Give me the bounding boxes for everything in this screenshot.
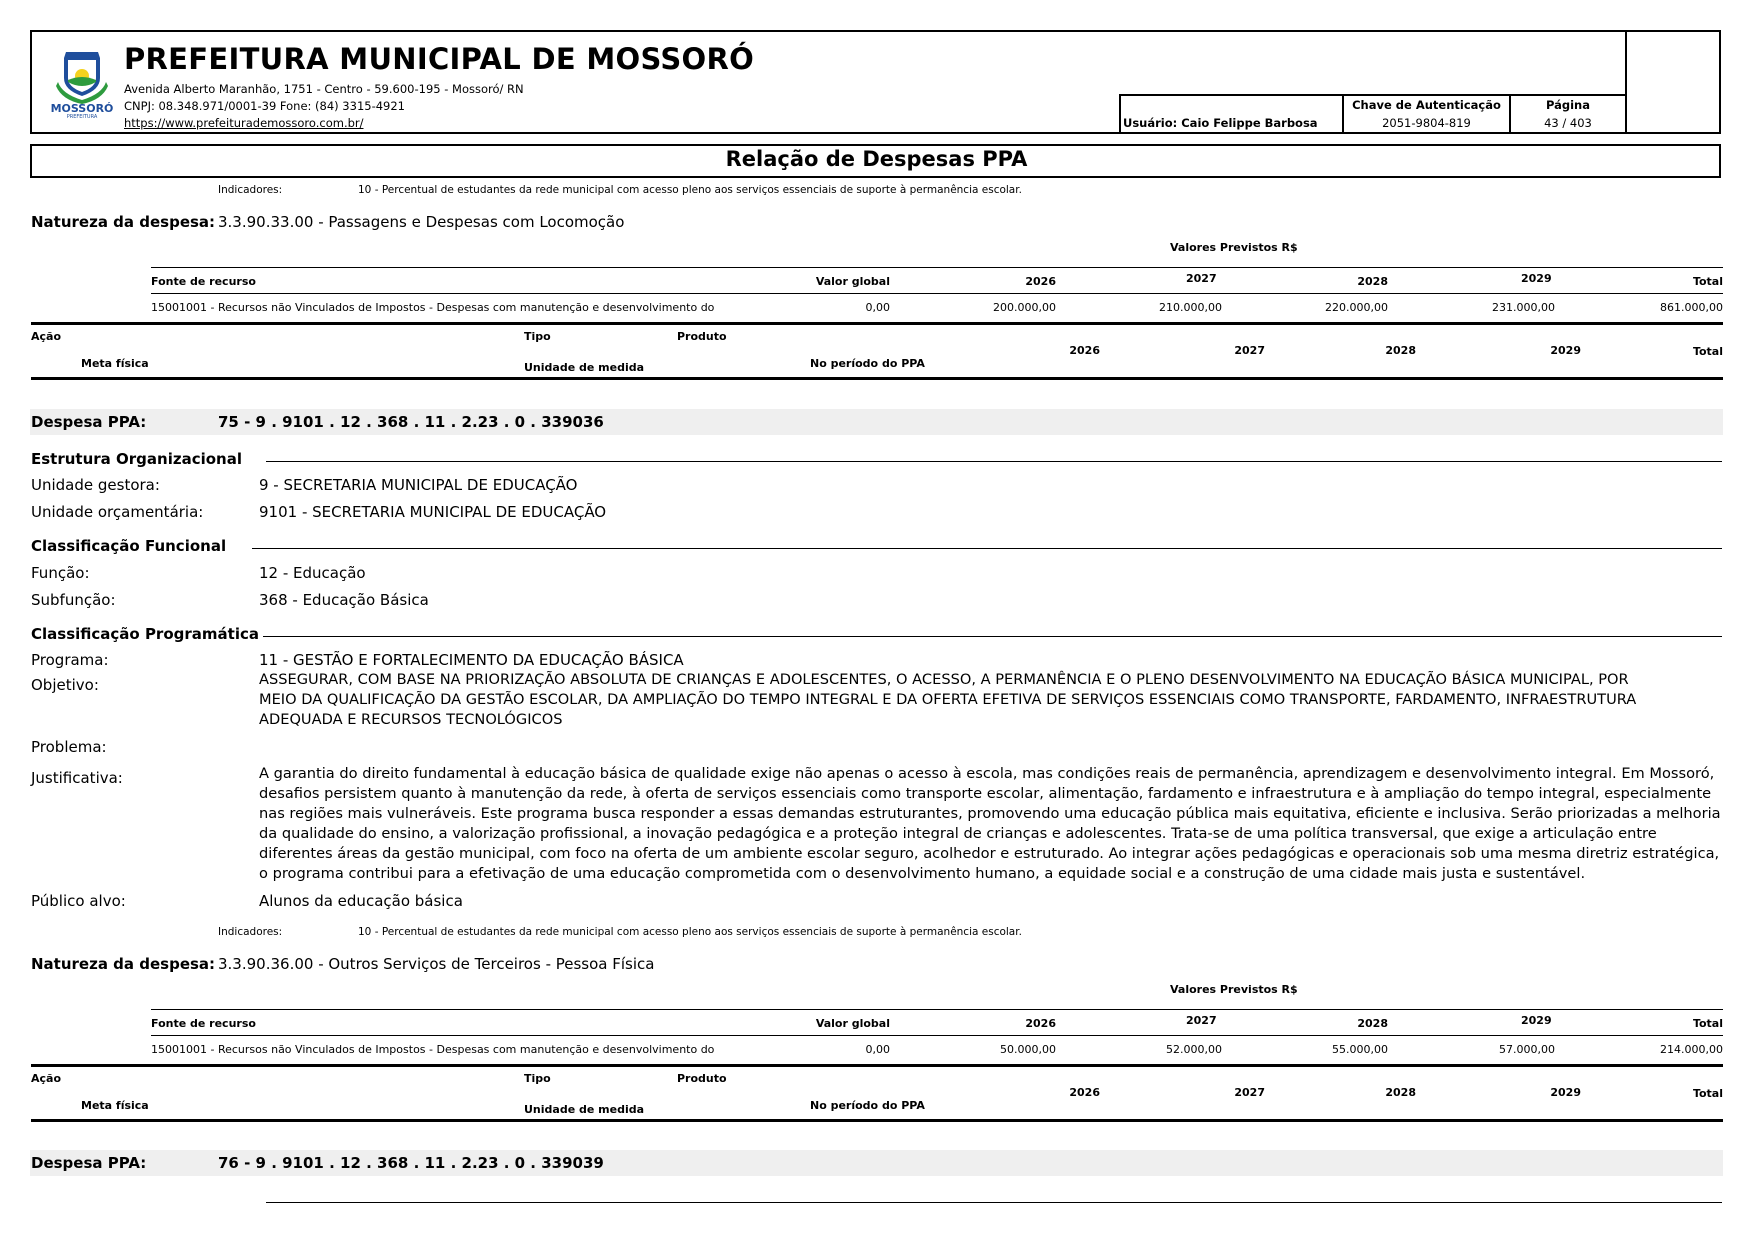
indicadores-value: 10 - Percentual de estudantes da rede municipal com acesso pleno aos serviços essenciais de suporte à permanência escolar. [358, 926, 1022, 938]
col-2028: 2028 [1357, 275, 1388, 288]
col-2029: 2029 [1521, 272, 1552, 285]
subfuncao-label: Subfunção: [31, 591, 116, 609]
cell-2029: 57.000,00 [1499, 1043, 1555, 1056]
unidade-header: Unidade de medida [524, 1103, 645, 1116]
despesa-ppa-label: Despesa PPA: [31, 413, 147, 431]
despesa-ppa-value: 75 - 9 . 9101 . 12 . 368 . 11 . 2.23 . 0 . 339036 [218, 413, 604, 431]
unidade-gestora-label: Unidade gestora: [31, 476, 160, 494]
org-website-link[interactable]: https://www.prefeiturademossoro.com.br/ [124, 116, 364, 130]
funcao-label: Função: [31, 564, 90, 582]
meta-2027-header: 2027 [1234, 344, 1265, 357]
cell-2028: 220.000,00 [1325, 301, 1388, 314]
report-title: Relação de Despesas PPA [725, 147, 1028, 171]
natureza-value: 3.3.90.36.00 - Outros Serviços de Terceiros - Pessoa Física [218, 955, 655, 973]
auth-key-label: Chave de Autenticação [1352, 98, 1501, 112]
objetivo-line: ASSEGURAR, COM BASE NA PRIORIZAÇÃO ABSOLUTA DE CRIANÇAS E ADOLESCENTES, O ACESSO, A PERMANÊNCIA E O PLENO DESENVOLVIMENTO NA EDUCAÇÃO BÁSICA MUNICIPAL, POR [259, 671, 1629, 688]
cell-fonte: 15001001 - Recursos não Vinculados de Impostos - Despesas com manutenção e desenvolvimento do [151, 1043, 715, 1056]
divider [151, 1035, 1723, 1036]
objetivo-line: MEIO DA QUALIFICAÇÃO DA GESTÃO ESCOLAR, DA AMPLIAÇÃO DO TEMPO INTEGRAL E DA OFERTA EFETIVA DE SERVIÇOS ESSENCIAIS COMO TRANSPORTE, FARDAMENTO, INFRAESTRUTURA [259, 691, 1637, 708]
meta-total-header: Total [1692, 345, 1723, 358]
cell-valor-global: 0,00 [865, 1043, 890, 1056]
justificativa-line: nas regiões mais vulneráveis. Este programa busca responder a essas demandas estruturantes, promovendo uma educação pública mais equitativa, eficiente e inclusiva. Serão priorizadas a melhoria [259, 805, 1721, 822]
col-2028: 2028 [1357, 1017, 1388, 1030]
auth-key-value: 2051-9804-819 [1382, 116, 1471, 130]
divider [31, 322, 1723, 325]
col-fonte: Fonte de recurso [151, 275, 256, 288]
funcional-title: Classificação Funcional [31, 537, 227, 555]
tipo-header: Tipo [524, 1072, 551, 1085]
org-contact: CNPJ: 08.348.971/0001-39 Fone: (84) 3315-4921 [124, 99, 405, 113]
justificativa-line: A garantia do direito fundamental à educação básica de qualidade exige não apenas o acesso à escola, mas condições reais de permanência, aprendizagem e desenvolvimento integral. Em Mossoró, [259, 765, 1715, 782]
col-valor-global: Valor global [815, 1017, 890, 1030]
produto-header: Produto [677, 330, 727, 343]
col-total: Total [1692, 1017, 1723, 1030]
col-2026: 2026 [1025, 275, 1056, 288]
meta-2026-header: 2026 [1069, 344, 1100, 357]
unidade-gestora-value: 9 - SECRETARIA MUNICIPAL DE EDUCAÇÃO [259, 476, 578, 494]
justificativa-label: Justificativa: [31, 769, 123, 787]
objetivo-line: ADEQUADA E RECURSOS TECNOLÓGICOS [259, 711, 563, 728]
divider [151, 267, 1723, 268]
divider [252, 548, 1722, 549]
meta-2029-header: 2029 [1550, 1086, 1581, 1099]
svg-text:PREFEITURA: PREFEITURA [66, 114, 98, 118]
valores-previstos-label: Valores Previstos R$ [1170, 983, 1298, 996]
divider [31, 377, 1723, 380]
unidade-orcamentaria-label: Unidade orçamentária: [31, 503, 204, 521]
meta-fisica-header: Meta física [81, 1099, 149, 1112]
acao-header: Ação [31, 1072, 62, 1085]
justificativa-line: diferentes áreas da gestão municipal, com foco na oferta de um ambiente escolar seguro, acolhedor e estruturado. Ao integrar ações pedagógicas e operacionais sob uma mesma diretriz estratégica, [259, 845, 1720, 862]
cell-2027: 210.000,00 [1159, 301, 1222, 314]
page-value: 43 / 403 [1544, 116, 1592, 130]
justificativa-line: desafios persistem quanto à manutenção da rede, à oferta de serviços essenciais como transporte escolar, alimentação, fardamento e infraestrutura e à ampliação do tempo integral, especialmente [259, 785, 1712, 802]
produto-header: Produto [677, 1072, 727, 1085]
org-title: PREFEITURA MUNICIPAL DE MOSSORÓ [124, 42, 755, 76]
meta-2026-header: 2026 [1069, 1086, 1100, 1099]
page-label: Página [1545, 98, 1590, 112]
meta-fisica-header: Meta física [81, 357, 149, 370]
cell-2028: 55.000,00 [1332, 1043, 1388, 1056]
meta-2028-header: 2028 [1385, 344, 1416, 357]
col-2026: 2026 [1025, 1017, 1056, 1030]
cell-2026: 50.000,00 [1000, 1043, 1056, 1056]
divider [31, 1064, 1723, 1067]
meta-2027-header: 2027 [1234, 1086, 1265, 1099]
programa-value: 11 - GESTÃO E FORTALECIMENTO DA EDUCAÇÃO BÁSICA [259, 651, 684, 669]
despesa-ppa-value: 76 - 9 . 9101 . 12 . 368 . 11 . 2.23 . 0 . 339039 [218, 1154, 604, 1172]
cell-total: 214.000,00 [1660, 1043, 1723, 1056]
problema-label: Problema: [31, 738, 107, 756]
justificativa-line: o programa contribui para a efetivação de uma educação comprometida com o desenvolvimento humano, a equidade social e a construção de uma cidade mais justa e sustentável. [259, 865, 1586, 882]
programatica-title: Classificação Programática [31, 625, 259, 643]
divider [151, 1009, 1723, 1010]
col-2027: 2027 [1186, 272, 1217, 285]
cell-2026: 200.000,00 [993, 301, 1056, 314]
user-label: Usuário: Caio Felippe Barbosa [1123, 116, 1318, 130]
acao-header: Ação [31, 330, 62, 343]
estrutura-title: Estrutura Organizacional [31, 450, 242, 468]
periodo-header: No período do PPA [810, 357, 925, 370]
publico-alvo-label: Público alvo: [31, 892, 126, 910]
cell-total: 861.000,00 [1660, 301, 1723, 314]
natureza-value: 3.3.90.33.00 - Passagens e Despesas com Locomoção [218, 213, 625, 231]
col-total: Total [1692, 275, 1723, 288]
divider [151, 293, 1723, 294]
col-2029: 2029 [1521, 1014, 1552, 1027]
divider [31, 1119, 1723, 1122]
divider [263, 636, 1722, 637]
col-2027: 2027 [1186, 1014, 1217, 1027]
cell-fonte: 15001001 - Recursos não Vinculados de Impostos - Despesas com manutenção e desenvolvimento do [151, 301, 715, 314]
unidade-orcamentaria-value: 9101 - SECRETARIA MUNICIPAL DE EDUCAÇÃO [259, 503, 607, 521]
cell-valor-global: 0,00 [865, 301, 890, 314]
despesa-ppa-label: Despesa PPA: [31, 1154, 147, 1172]
natureza-label: Natureza da despesa: [31, 955, 216, 973]
natureza-label: Natureza da despesa: [31, 213, 216, 231]
indicadores-label: Indicadores: [218, 926, 283, 938]
tipo-header: Tipo [524, 330, 551, 343]
subfuncao-value: 368 - Educação Básica [259, 591, 429, 609]
funcao-value: 12 - Educação [259, 564, 366, 582]
meta-total-header: Total [1692, 1087, 1723, 1100]
mossoro-logo-icon [48, 48, 116, 118]
divider [266, 1202, 1722, 1203]
justificativa-line: da qualidade do ensino, a valorização profissional, a inovação pedagógica e a proteção integral de crianças e adolescentes. Trata-se de uma política transversal, que exige a articulação entre [259, 825, 1657, 842]
indicadores-label: Indicadores: [218, 184, 283, 196]
valores-previstos-label: Valores Previstos R$ [1170, 241, 1298, 254]
svg-text:MOSSORÓ: MOSSORÓ [50, 102, 114, 115]
meta-2028-header: 2028 [1385, 1086, 1416, 1099]
meta-2029-header: 2029 [1550, 344, 1581, 357]
indicadores-value: 10 - Percentual de estudantes da rede municipal com acesso pleno aos serviços essenciais de suporte à permanência escolar. [358, 184, 1022, 196]
unidade-header: Unidade de medida [524, 361, 645, 374]
periodo-header: No período do PPA [810, 1099, 925, 1112]
cell-2029: 231.000,00 [1492, 301, 1555, 314]
col-valor-global: Valor global [815, 275, 890, 288]
objetivo-label: Objetivo: [31, 676, 99, 694]
divider [266, 461, 1722, 462]
org-address: Avenida Alberto Maranhão, 1751 - Centro - 59.600-195 - Mossoró/ RN [124, 82, 524, 96]
publico-alvo-value: Alunos da educação básica [259, 892, 463, 910]
cell-2027: 52.000,00 [1166, 1043, 1222, 1056]
programa-label: Programa: [31, 651, 109, 669]
col-fonte: Fonte de recurso [151, 1017, 256, 1030]
